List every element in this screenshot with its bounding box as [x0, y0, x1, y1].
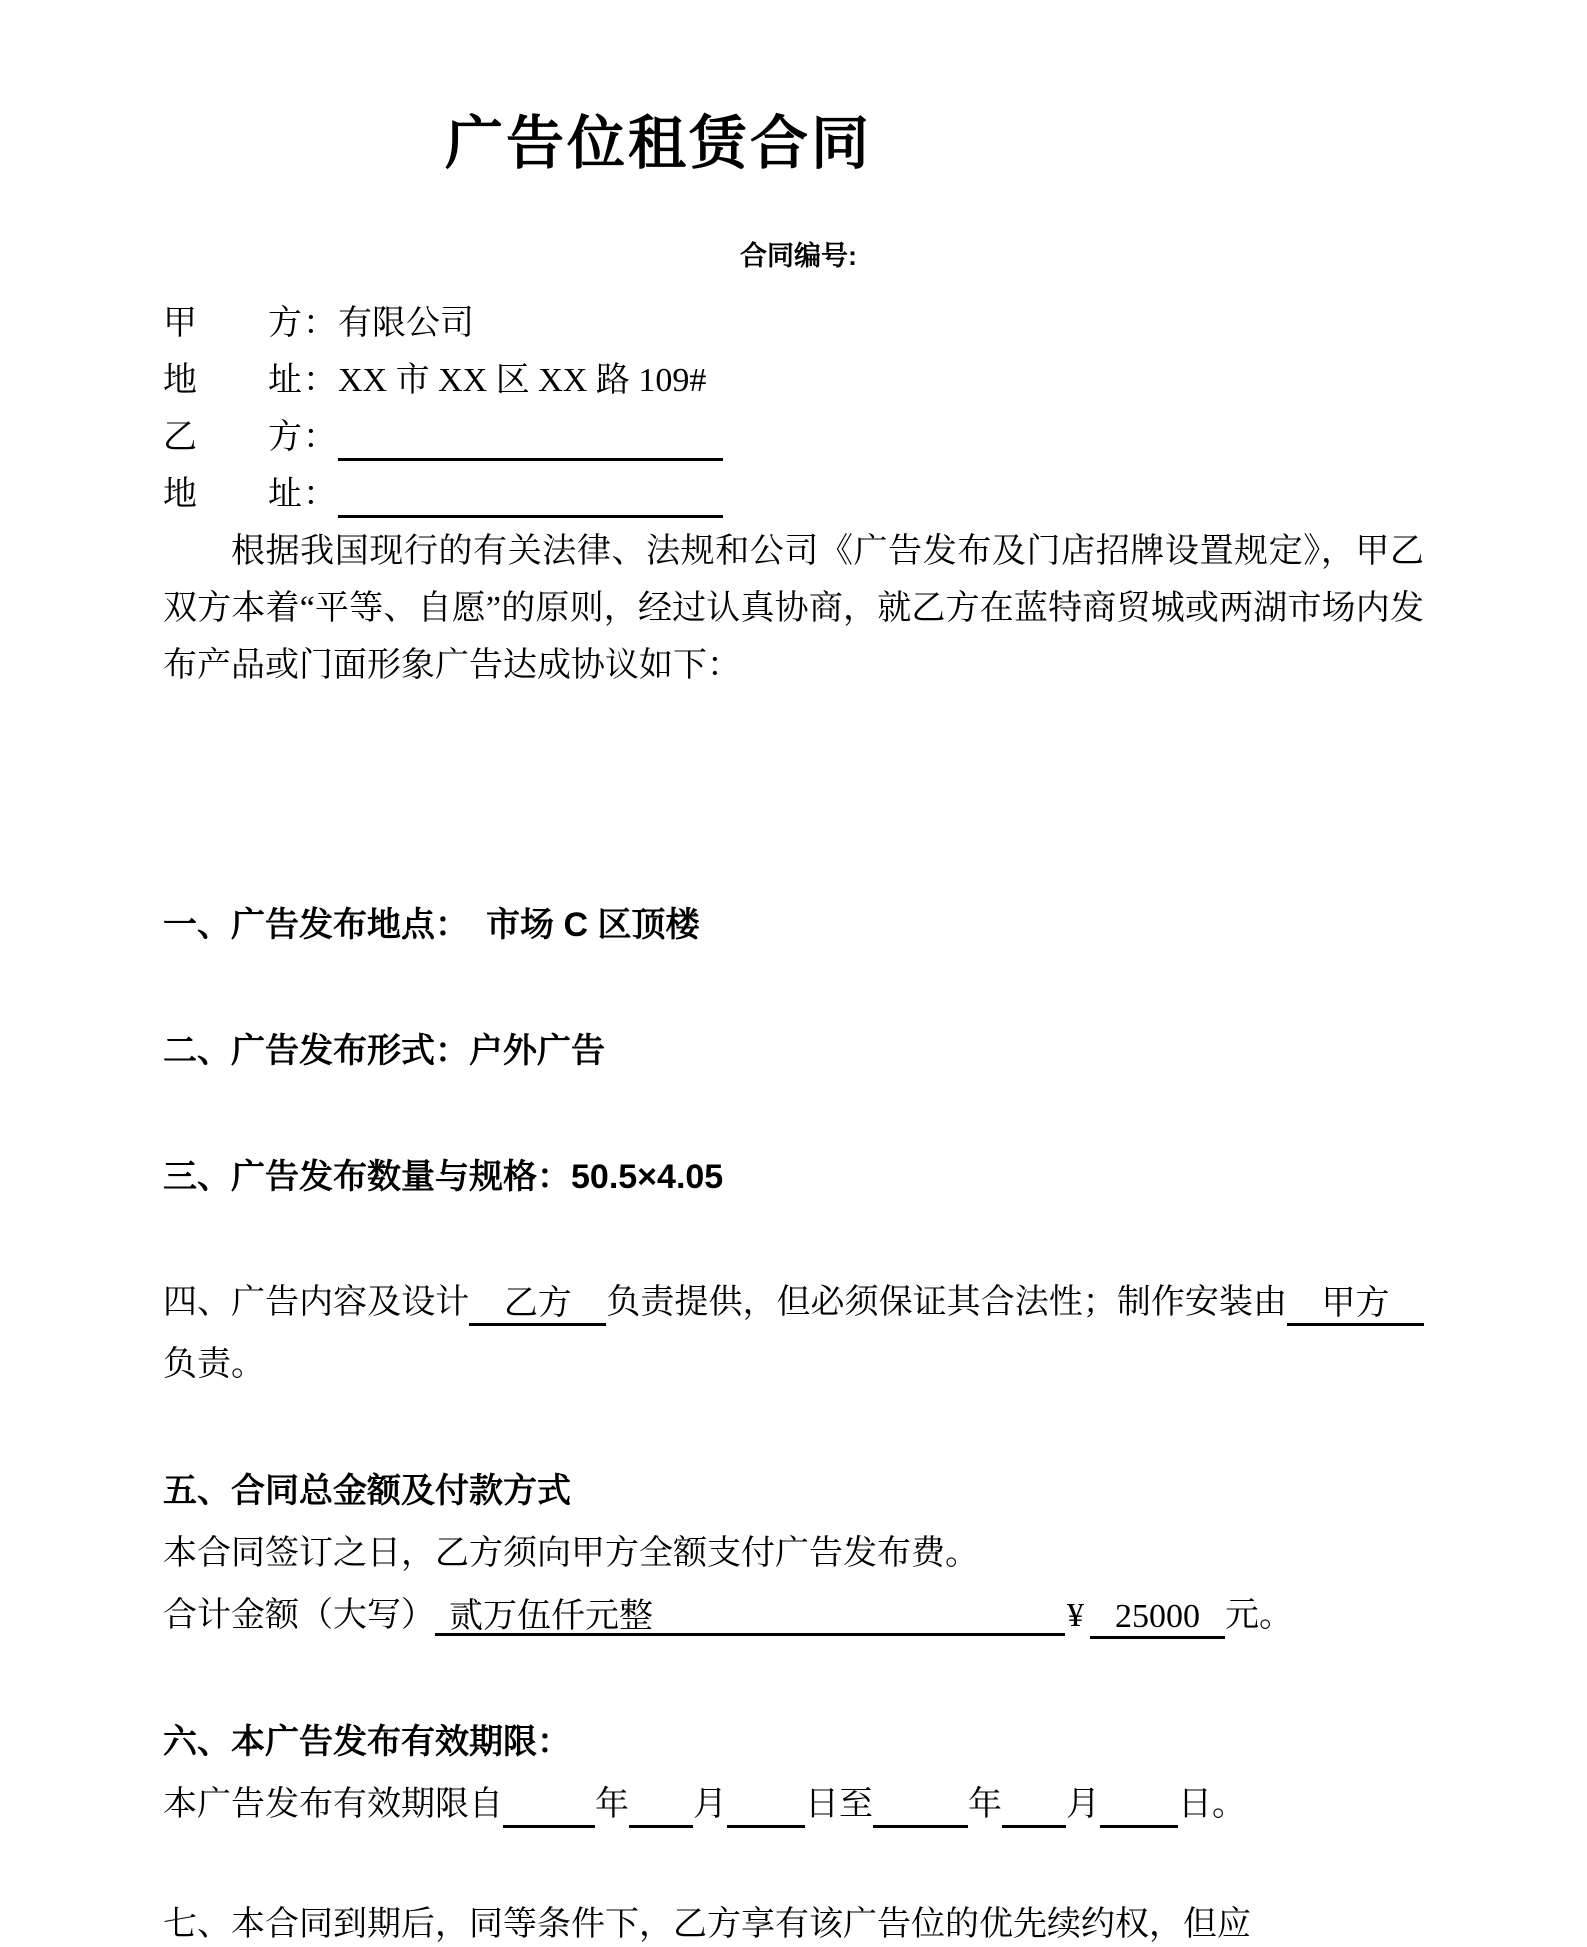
party-info-block — [163, 295, 1424, 523]
amount-in-words-blank: 贰万伍仟元整 — [435, 1597, 1065, 1636]
party-b-row — [163, 409, 1424, 466]
start-month-blank — [629, 1786, 693, 1828]
party-b-address-label: 地 址： — [163, 476, 338, 513]
amount-label: 合计金额（大写） — [163, 1597, 435, 1634]
contract-number-label: 合同编号: — [740, 241, 857, 271]
section-5-payment-line: 本合同签订之日，乙方须向甲方全额支付广告发布费。 — [163, 1535, 979, 1572]
section-5-heading: 合同总金额及付款方式 — [231, 1473, 571, 1510]
section-2-form: 二、广告发布形式：户外广告 — [163, 1032, 605, 1070]
currency-symbol: ¥ — [1067, 1597, 1084, 1634]
section-6-validity-period — [163, 1711, 1424, 1836]
party-a-address-value: XX 市 XX 区 XX 路 109# — [338, 362, 707, 399]
end-day-label: 日。 — [1178, 1786, 1246, 1823]
section-7-renewal-right: 七、本合同到期后，同等条件下，乙方享有该广告位的优先续约权，但应 — [163, 1906, 1251, 1943]
start-day-blank — [727, 1786, 805, 1828]
section-5-number: 五、 — [163, 1472, 231, 1510]
page-title: 广告位租赁合同 — [445, 111, 873, 176]
start-year-label: 年 — [595, 1786, 629, 1823]
party-b-blank-line — [338, 419, 723, 461]
party-a-address-label: 地 址： — [163, 362, 338, 399]
section-4-post: 负责。 — [163, 1346, 265, 1383]
party-b-address-blank-line — [338, 476, 723, 518]
blank-party-b-fill: 乙方 — [469, 1284, 606, 1326]
start-year-blank — [503, 1786, 595, 1828]
party-a-row — [163, 295, 1424, 352]
section-5-amount-line — [163, 1585, 1424, 1647]
end-year-label: 年 — [968, 1786, 1002, 1823]
end-day-blank — [1100, 1786, 1178, 1828]
end-year-blank — [873, 1786, 968, 1828]
party-b-label: 乙 方： — [163, 419, 338, 456]
intro-paragraph: 根据我国现行的有关法律、法规和公司《广告发布及门店招牌设置规定》，甲乙双方本着“平等、自愿”的原则，经过认真协商，就乙方在蓝特商贸城或两湖市场内发布产品或门面形象广告达成协议如下： — [163, 533, 1424, 684]
date-line-pre: 本广告发布有效期限自 — [163, 1786, 503, 1823]
section-4-pre: 四、广告内容及设计 — [163, 1284, 470, 1321]
party-a-value: 有限公司 — [338, 305, 474, 342]
end-month-label: 月 — [1066, 1786, 1100, 1823]
section-6-heading-row — [163, 1711, 1424, 1774]
amount-unit: 元。 — [1225, 1597, 1293, 1634]
party-b-address-row — [163, 466, 1424, 523]
section-5-heading-row — [163, 1460, 1424, 1523]
section-4-mid: 负责提供，但必须保证其合法性；制作安装由 — [606, 1284, 1288, 1321]
section-6-heading: 本广告发布有效期限： — [231, 1724, 571, 1761]
blank-party-a-fill: 甲方 — [1287, 1284, 1424, 1326]
section-4-content-design — [163, 1272, 1424, 1396]
start-day-label: 日至 — [805, 1786, 873, 1823]
section-6-date-line — [163, 1774, 1424, 1836]
party-a-address-row — [163, 352, 1424, 409]
section-5-amount-payment — [163, 1460, 1424, 1647]
start-month-label: 月 — [693, 1786, 727, 1823]
end-month-blank — [1002, 1786, 1066, 1828]
section-3-quantity-spec: 三、广告发布数量与规格：50.5×4.05 — [163, 1158, 724, 1196]
section-1-location: 一、广告发布地点： 市场 C 区顶楼 — [163, 906, 700, 944]
section-6-number: 六、 — [163, 1723, 231, 1761]
party-a-label: 甲 方： — [163, 305, 338, 342]
amount-in-digits-blank: 25000 — [1090, 1597, 1225, 1639]
